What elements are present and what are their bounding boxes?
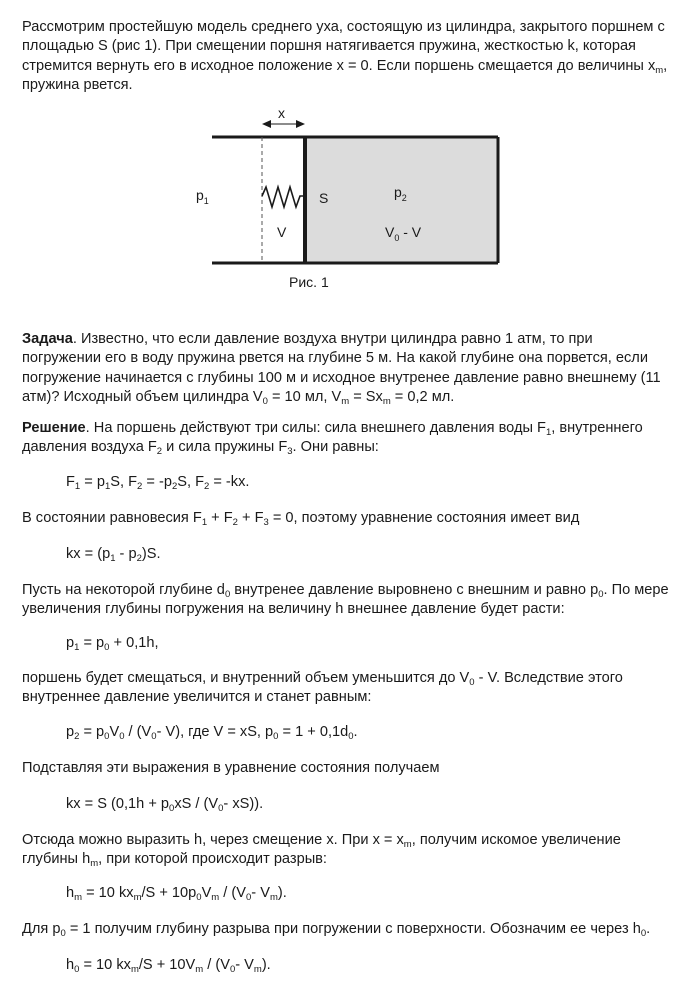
piston-displacement-paragraph: поршень будет смещаться, и внутренний объем уменьшится до $V_0$ - V. Вследствие этого внутреннее давление увеличится и станет равным: [22,670,623,706]
task-paragraph: Задача. Известно, что если давление воздуха внутри цилиндра равно 1 атм, то при погружении его в воду пружина рвется на глубине 5 м. На какой глубине она порвется, если погружение начинается с глубины 100 м и исходное внутренее давление равно внешнему (11 атм)? Исходный объем цилиндра $V_0 = 10$ мл, $V_m = Sx_m = 0,2$ мл. [22,331,661,408]
piston-cylinder-diagram [0,100,685,300]
equation-hm: $h_m = 10$ $kx_m/S + 10p_0V_m / (V_0-$ $V_m$). [66,885,287,903]
equation-state: kx = $(p_1 - p_2)S$. [66,546,161,564]
label-p2: $p_2$ [394,184,407,203]
displacement-arrow-head-right [296,120,305,128]
depth-paragraph: Пусть на некоторой глубине $d_0$ внутренее давление выровнено с внешним и равно $p_0$. По мере увеличения глубины погружения на величину h внешнее давление будет расти: [22,582,669,618]
figure-caption: Рис. 1 [289,274,329,290]
equation-kx: kx = S ($0,1h + p_0xS / (V_0-$ xS)). [66,796,264,814]
equation-p2: $p_2 = p_0V_0 / (V_0-$ V), где V = xS, $p_0 = 1 + 0,1d_0$. [66,724,358,742]
equation-p1: $p_1 = p_0 + 0,1h$, [66,635,159,653]
label-x: x [278,105,285,121]
displacement-arrow-head-left [262,120,271,128]
surface-depth-paragraph: Для $p_0 = 1$ получим глубину разрыва при погружении с поверхности. Обозначим ее через $h_0$. [22,921,651,939]
equation-forces: $F_1 = p_1S$, $F_2 = -p_2S$, $F_2 = -kx$. [66,474,250,492]
label-p1: $p_1$ [196,187,209,206]
equilibrium-paragraph: В состоянии равновесия $F_1 + F_2 + F_3 = 0$, поэтому уравнение состояния имеет вид [22,510,580,528]
label-V0-minus-V: $V_0$ - V [385,224,422,243]
equation-h0: $h_0 = 10$ $kx_m/S + 10V_m / (V_0-$ $V_m$). [66,957,271,975]
task-title: Задача [22,331,73,347]
spring [262,187,304,207]
label-S: S [319,190,329,206]
solution-title: Решение [22,420,86,436]
express-h-paragraph: Отсюда можно выразить h, через смещение x. При $x = x_m$, получим искомое увеличение глубины $h_m$, при которой происходит разрыв: [22,832,621,870]
substitution-paragraph: Подставляя эти выражения в уравнение состояния получаем [22,760,440,776]
intro-paragraph: Рассмотрим простейшую модель среднего уха, состоящую из цилиндра, закрытого поршнем с площадью S (рис 1). При смещении поршня натягивается пружина, жесткостью k, которая стремится вернуть его в исходное положение x = 0. Если поршень смещается до величины $x_m$, пружина рвется. [22,19,668,94]
solution-paragraph: Решение. На поршень действуют три силы: сила внешнего давления воды $F_1$, внутреннего давления воздуха $F_2$ и сила пружины $F_3$. Они равны: [22,420,643,458]
label-V: V [277,224,287,240]
